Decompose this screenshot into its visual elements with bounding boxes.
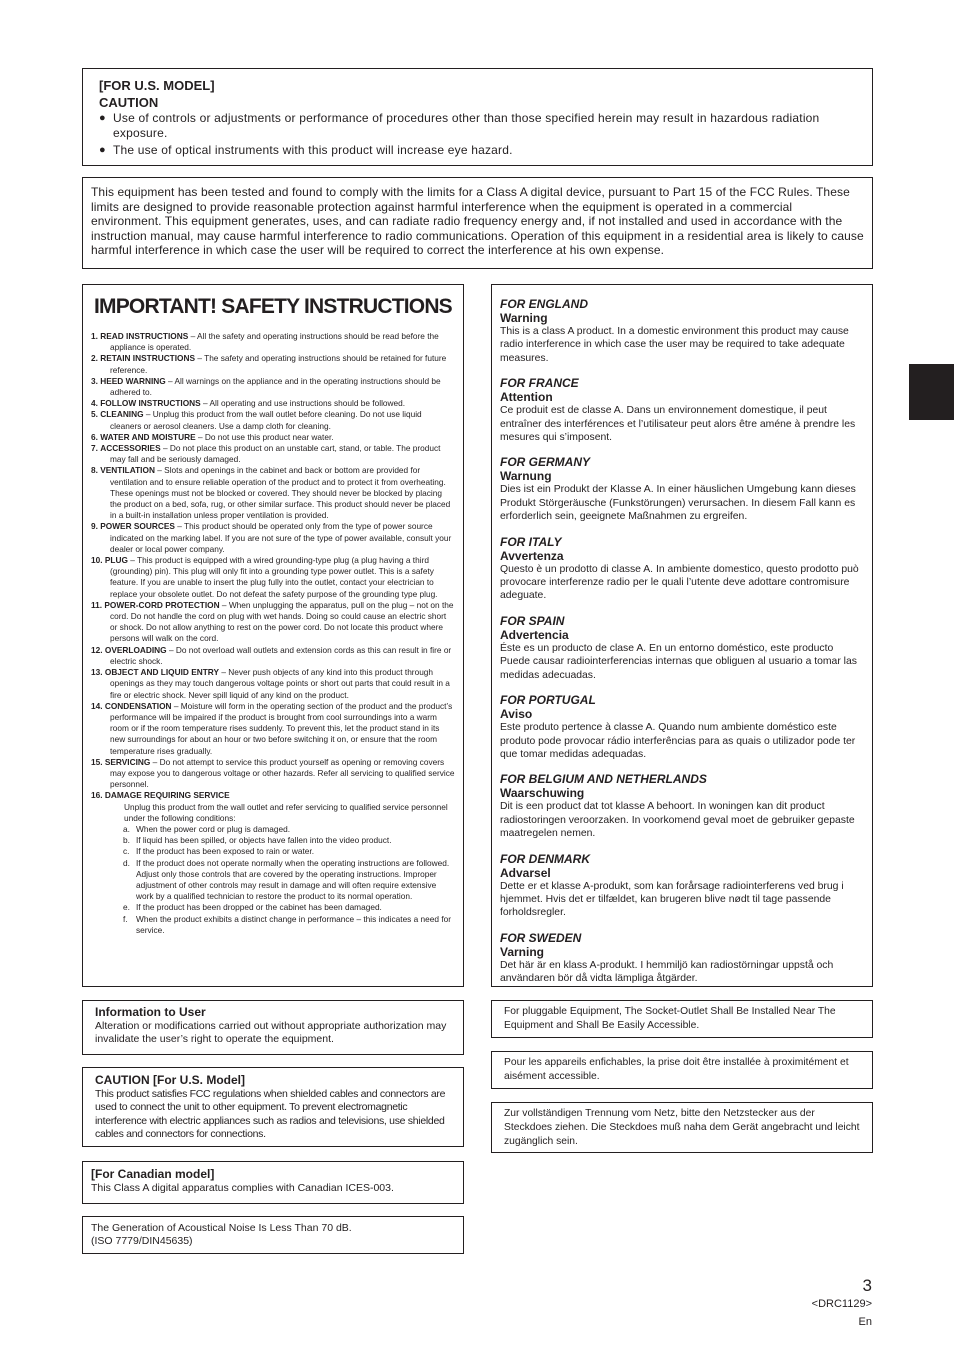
country-name: FOR ENGLAND (500, 297, 588, 311)
caution-bullet-list (99, 111, 856, 158)
noise-line-1: The Generation of Acoustical Noise Is Less Than 70 dB. (91, 1222, 352, 1234)
plug-notice-en: For pluggable Equipment, The Socket-Outlet Shall Be Installed Near The Equipment and Shall Be Easily Accessible. (504, 1006, 836, 1031)
plug-notice-en-box (491, 1000, 873, 1038)
safety-item-number: 14. (91, 700, 103, 711)
country-warning (500, 614, 864, 682)
safety-title: IMPORTANT! SAFETY INSTRUCTIONS (94, 295, 452, 318)
plug-notice-fr: Pour les appareils enfichables, la prise doit être installée à proximitément et aisément accessible. (504, 1057, 849, 1082)
safety-item-title: SERVICING (104, 756, 151, 767)
warning-word: Warnung (500, 469, 552, 484)
safety-item-number: 8. (91, 465, 98, 476)
us-model-heading: [FOR U.S. MODEL] (99, 78, 215, 93)
acoustic-noise-box (82, 1216, 464, 1254)
safety-item (91, 409, 455, 431)
country-warning (500, 931, 864, 986)
country-name: FOR DENMARK (500, 851, 590, 866)
damage-condition-text: If the product does not operate normally when the operating instructions are followed. Adjust only those controls that are covered by the operating instructions. Improper adjustment of other controls may result in damage and will often require extensive work by a qualified technician to restore the product to its normal operation. (136, 857, 450, 902)
warning-word: Varning (500, 944, 545, 959)
safety-item-title: RETAIN INSTRUCTIONS (100, 353, 196, 364)
safety-item-title: DAMAGE REQUIRING SERVICE (104, 790, 230, 801)
safety-item-title: ACCESSORIES (100, 443, 161, 454)
safety-item-text: – This product is equipped with a wired grounding-type plug (a plug having a third (grounding) pin). This plug will only fit into a grounding type power outlet. This is a safety feature. If you are unable to insert the plug fully into the outlet, contact your electrician to replace your obsolete outlet. Do not defeat the safety purpose of the grounding type plug. (110, 555, 438, 599)
safety-item-number: 15. (91, 756, 103, 767)
damage-condition-letter: f. (123, 913, 128, 924)
country-name: FOR GERMANY (500, 455, 590, 470)
safety-item (91, 790, 455, 801)
warning-word: Attention (500, 390, 553, 405)
caution-us-model-title: CAUTION [For U.S. Model] (95, 1073, 245, 1087)
damage-condition-text: When the power cord or plug is damaged. (136, 823, 291, 834)
safety-item-text: – Do not use this product near water. (195, 431, 334, 442)
warning-word: Advertencia (500, 627, 569, 642)
document-code: <DRC1129> (811, 1298, 872, 1310)
country-warning (500, 376, 864, 444)
safety-item-title: HEED WARNING (100, 375, 166, 386)
damage-condition-letter: c. (123, 846, 130, 857)
warning-word: Avvertenza (500, 548, 564, 563)
warning-text: Ce produit est de classe A. Dans un environnement domestique, il peut entraîner des interférences et l’utilisateur peut alors être améne à prendre les mesures qui s’imposent. (500, 405, 856, 444)
warning-text: This is a class A product. In a domestic environment this product may cause radio interference in which case the user may be required to take adequate measures. (500, 326, 849, 364)
safety-item-title: VENTILATION (100, 465, 155, 476)
country-name: FOR BELGIUM AND NETHERLANDS (500, 772, 707, 787)
damage-condition-letter: b. (123, 835, 130, 846)
safety-item (91, 645, 455, 667)
safety-item-text: – All the safety and operating instructions should be read before the appliance is operated. (110, 331, 439, 353)
safety-item-text: – Never push objects of any kind into this product through openings as they may touch dangerous voltage points or short out parts that could result in a fire or electric shock. Never spill liquid of any kind on the product. (110, 667, 450, 700)
safety-item-title: OBJECT AND LIQUID ENTRY (104, 667, 220, 678)
language-code: En (858, 1316, 872, 1328)
damage-condition (91, 858, 455, 903)
safety-item (91, 398, 455, 409)
safety-item (91, 465, 455, 521)
country-name: FOR PORTUGAL (500, 693, 596, 708)
information-to-user-box (82, 1000, 464, 1055)
plug-notice-fr-box (491, 1051, 873, 1089)
fcc-notice-box: This equipment has been tested and found to comply with the limits for a Class A digital device, pursuant to Part 15 of the FCC Rules. These limits are designed to provide reasonable protection against harmful interference when the equipment is operated in a commercial environment. This equipment generates, uses, and can radiate radio frequency energy and, if not installed and used in accordance with the instruction manual, may cause harmful interference to radio communications. Operation of this equipment in a residential area is likely to cause harmful interference in which case the user will be required to correct the interference at his own expense. (82, 177, 873, 269)
warning-word: Advarsel (500, 865, 551, 880)
damage-condition (91, 902, 455, 913)
safety-item-number: 2. (91, 353, 98, 364)
damage-condition-letter: a. (123, 823, 130, 834)
safety-item-title: OVERLOADING (104, 644, 167, 655)
safety-item-number: 6. (91, 431, 98, 442)
damage-condition (91, 914, 455, 936)
safety-item-text: – All warnings on the appliance and in the operating instructions should be adhered to. (110, 375, 441, 398)
safety-item-text: – All operating and use instructions should be followed. (200, 398, 406, 409)
safety-item-number: 12. (91, 644, 103, 655)
country-name: FOR FRANCE (500, 376, 579, 391)
safety-item-title: PLUG (104, 555, 128, 566)
warning-text: Questo è un prodotto di classe A. In ambiente domestico, questo prodotto può provocare interferenze radio per le quali l’utente deve adottare contromisure adeguate. (500, 563, 859, 602)
damage-condition-text: When the product exhibits a distinct change in performance – this indicates a need for service. (136, 913, 452, 935)
country-warning (500, 693, 864, 761)
safety-item (91, 376, 455, 398)
damage-condition-text: If liquid has been spilled, or objects have fallen into the video product. (136, 835, 392, 846)
damage-condition (91, 846, 455, 857)
safety-item-number: 7. (91, 443, 98, 454)
safety-item-number: 11. (91, 599, 103, 610)
safety-item-title: CLEANING (100, 409, 144, 420)
safety-item (91, 701, 455, 757)
caution-us-model-box (82, 1067, 464, 1147)
country-name: FOR SWEDEN (500, 930, 582, 945)
safety-item-text: – This product should be operated only from the type of power source indicated on the marking label. If you are not sure of the type of power available, consult your dealer or local power company. (110, 521, 452, 554)
safety-item-number: 4. (91, 398, 98, 409)
caution-heading: CAUTION (99, 95, 159, 110)
canadian-title: [For Canadian model] (91, 1167, 215, 1181)
info-user-title: Information to User (95, 1005, 206, 1019)
country-warnings-box (491, 284, 873, 987)
safety-item-title: READ INSTRUCTIONS (100, 331, 189, 341)
country-warning (500, 852, 864, 920)
country-name: FOR ITALY (500, 534, 562, 549)
caution-bullet: ● The use of optical instruments with this product will increase eye hazard. (99, 143, 856, 158)
safety-item (91, 521, 455, 555)
canadian-model-box (82, 1161, 464, 1204)
safety-item-text: – Unplug this product from the wall outlet before cleaning. Do not use liquid cleaners or aerosol cleaners. Use a damp cloth for cleaning. (110, 409, 422, 431)
page-number: 3 (862, 1276, 872, 1295)
safety-item-number: 13. (91, 667, 103, 678)
country-warning (500, 297, 864, 365)
safety-item-title: POWER-CORD PROTECTION (104, 599, 220, 610)
safety-item-title: WATER AND MOISTURE (100, 431, 196, 442)
safety-item (91, 600, 455, 645)
damage-condition (91, 824, 455, 835)
warning-text: Dit is een product dat tot klasse A behoort. In woningen kan dit product radiostoringen veroorzaken. In voorkomend geval moet de gebruiker gepaste maatregelen nemen. (500, 801, 855, 840)
safety-item-title: POWER SOURCES (100, 521, 175, 532)
plug-notice-de-box (491, 1102, 873, 1153)
safety-list (91, 331, 455, 936)
info-user-text: Alteration or modifications carried out without appropriate authorization may invalidate the user’s right to operate the equipment. (95, 1020, 447, 1046)
safety-item-text: – Slots and openings in the cabinet and back or bottom are provided for ventilation and to ensure reliable operation of the product and to protect it from overheating. These openings must not be blocked or covered. They should never be blocked by placing the product on a bed, sofa, rug, or other similar surface. This product should never be placed in a built-in installation unless proper ventilation is provided. (110, 465, 451, 521)
caution-us-model-text: This product satisfies FCC regulations when shielded cables and connectors are used to connect the unit to other equipment. To prevent electromagnetic interference with electric appliances such as radios and televisions, use shielded cables and connectors for connections. (95, 1088, 446, 1140)
safety-item-text: – Do not place this product on an unstable cart, stand, or table. The product may fall and be seriously damaged. (110, 443, 441, 465)
safety-item-number: 3. (91, 375, 98, 386)
damage-condition (91, 835, 455, 846)
safety-item-number: 9. (91, 521, 98, 532)
safety-item (91, 555, 455, 600)
safety-item-text: – Do not attempt to service this product yourself as opening or removing covers may expose you to dangerous voltage or other hazards. Refer all servicing to qualified service personnel. (110, 756, 455, 790)
damage-intro: Unplug this product from the wall outlet and refer servicing to qualified service personnel under the following conditions: (124, 801, 448, 823)
safety-item (91, 432, 455, 443)
country-name: FOR SPAIN (500, 613, 565, 628)
safety-item-text: – Moisture will form in the operating section of the product and the product’s performance will be impaired if the product is brought from cool surroundings into a warm room or if the room temperature rises suddenly. To prevent this, let the product stand in its new surroundings for about an hour or two before switching it on, or ensure that the room temperature rises gradually. (110, 700, 453, 756)
safety-item-number: 1. (91, 331, 98, 341)
noise-line-2: (ISO 7779/DIN45635) (91, 1235, 193, 1248)
safety-item-text: – Do not overload wall outlets and extension cords as this can result in fire or electric shock. (110, 644, 452, 666)
section-tab-marker (909, 364, 954, 420)
warning-text: Dette er et klasse A-produkt, som kan forårsage radiointerferens ved brug i hjemmet. Hvis det er tilfældet, kan brugeren blive nødt til tage passende forholdsregler. (500, 880, 844, 919)
safety-item-number: 10. (91, 555, 103, 566)
us-model-caution-box (82, 68, 873, 166)
warning-text: Éste es un producto de clase A. En un entorno doméstico, este producto Puede causar radiointerferencias internas que obliguen al usuario a tomar las medidas adecuadas. (500, 642, 857, 681)
safety-instructions-box (82, 284, 464, 987)
canadian-text: This Class A digital apparatus complies with Canadian ICES-003. (91, 1182, 394, 1194)
safety-item (91, 667, 455, 701)
damage-condition-letter: e. (123, 902, 130, 913)
damage-condition-text: If the product has been exposed to rain or water. (136, 846, 315, 857)
warning-text: Dies ist ein Produkt der Klasse A. In einer häuslichen Umgebung kann dieses Produkt Störgeräusche (Funkstörungen) verursachen. In diesem Fall kann es erforderlich sein, geeignete Maßnahmen zu ergreifen. (500, 484, 856, 523)
safety-item (91, 757, 455, 791)
country-warning (500, 772, 864, 840)
damage-condition-letter: d. (123, 857, 130, 868)
safety-item-number: 5. (91, 409, 98, 420)
safety-item-number: 16. (91, 790, 103, 801)
safety-item-text: – The safety and operating instructions should be retained for future reference. (110, 353, 447, 375)
safety-item (91, 331, 455, 353)
country-warning (500, 535, 864, 603)
safety-item (91, 353, 455, 375)
safety-item-title: FOLLOW INSTRUCTIONS (100, 398, 201, 409)
damage-condition-text: If the product has been dropped or the cabinet has been damaged. (136, 902, 382, 913)
safety-item-text: – When unplugging the apparatus, pull on the plug – not on the cord. Do not handle the cord on plug with wet hands. Doing so could cause an electric short or shock. Do not allow anything to rest on the power cord. Do not locate this product where persons will walk on the cord. (110, 599, 454, 644)
safety-item-title: CONDENSATION (104, 700, 172, 711)
warning-word: Aviso (500, 707, 533, 722)
warning-text: Det här är en klass A-produkt. I hemmiljö kan radiostörningar uppstå och användaren bör då vidta lämpliga åtgärder. (500, 959, 834, 985)
plug-notice-de: Zur vollständigen Trennung vom Netz, bitte den Netzstecker aus der Steckdoes ziehen. Die Steckdoes muß naha dem Gerät angebracht und leicht zugänglich sein. (504, 1108, 860, 1147)
safety-item (91, 443, 455, 465)
warning-word: Warning (500, 311, 548, 325)
country-warning (500, 455, 864, 523)
caution-bullet: ● Use of controls or adjustments or performance of procedures other than those specified herein may result in hazardous radiation exposure. (99, 111, 856, 141)
warning-word: Waarschuwing (500, 786, 585, 801)
warning-text: Este produto pertence à classe A. Quando num ambiente doméstico este produto pode provocar rádio interferências para as quais o utilizador pode ter que tomar medidas adequadas. (500, 722, 856, 760)
